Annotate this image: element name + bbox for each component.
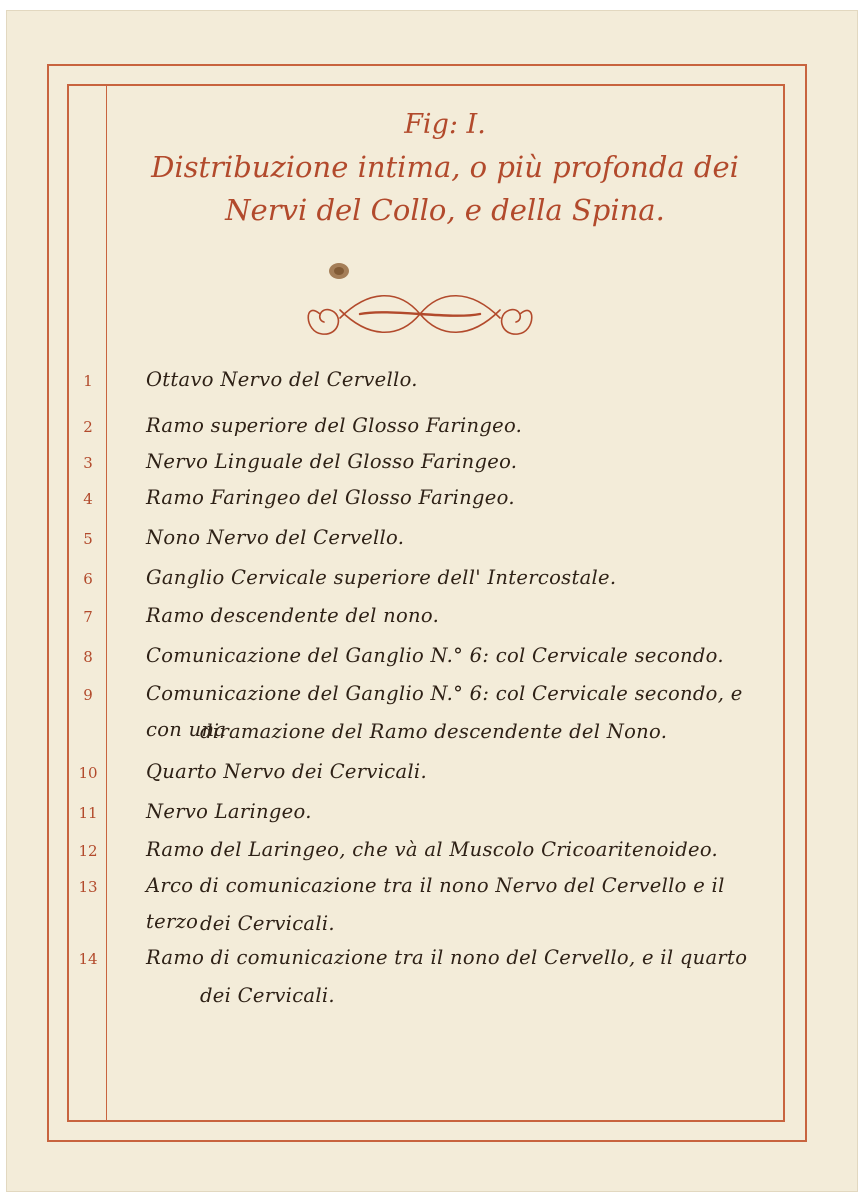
entry-number: 5 <box>83 530 93 548</box>
entry-number: 7 <box>83 608 93 626</box>
entry-text: Ramo Faringeo del Glosso Faringeo. <box>146 486 515 509</box>
entry-text: Nono Nervo del Cervello. <box>146 526 405 549</box>
entry-text-continued: diramazione del Ramo descendente del Nono. <box>200 720 668 743</box>
entry-text: Ottavo Nervo del Cervello. <box>146 368 418 391</box>
entry-number: 14 <box>78 950 98 968</box>
entry-text: Ganglio Cervicale superiore dell' Intercostale. <box>146 566 617 589</box>
entry-number: 10 <box>78 764 98 782</box>
entry-number: 4 <box>83 490 93 508</box>
title-block <box>110 108 780 232</box>
entry-text: Ramo descendente del nono. <box>146 604 440 627</box>
entry-text: Quarto Nervo dei Cervicali. <box>146 760 427 783</box>
entry-text: Comunicazione del Ganglio N.° 6: col Cervicale secondo, e con una <box>146 682 743 741</box>
entry-text: Comunicazione del Ganglio N.° 6: col Cervicale secondo. <box>146 644 724 667</box>
entry-text: Ramo di comunicazione tra il nono del Cervello, e il quarto <box>146 946 748 969</box>
entry-number: 8 <box>83 648 93 666</box>
entry-text: Nervo Laringeo. <box>146 800 312 823</box>
entry-number: 1 <box>83 372 93 390</box>
entry-number: 3 <box>83 454 93 472</box>
entry-text: Ramo superiore del Glosso Faringeo. <box>146 414 523 437</box>
flourish-ornament <box>300 278 540 350</box>
entry-number: 6 <box>83 570 93 588</box>
entry-number: 11 <box>78 804 98 822</box>
entry-number: 9 <box>83 686 93 704</box>
entry-text-continued: dei Cervicali. <box>200 984 335 1007</box>
entry-number: 13 <box>78 878 98 896</box>
entry-text: Nervo Linguale del Glosso Faringeo. <box>146 450 518 473</box>
entry-number: 12 <box>78 842 98 860</box>
page-title: Distribuzione intima, o più profonda dei Nervi del Collo, e della Spina. <box>151 150 739 227</box>
figure-label: Fig: I. <box>404 109 486 140</box>
entry-text: Arco di comunicazione tra il nono Nervo del Cervello e il terzo <box>146 874 725 933</box>
entry-text: Ramo del Laringeo, che và al Muscolo Cricoaritenoideo. <box>146 838 719 861</box>
entry-text-continued: dei Cervicali. <box>200 912 335 935</box>
entry-number: 2 <box>83 418 93 436</box>
